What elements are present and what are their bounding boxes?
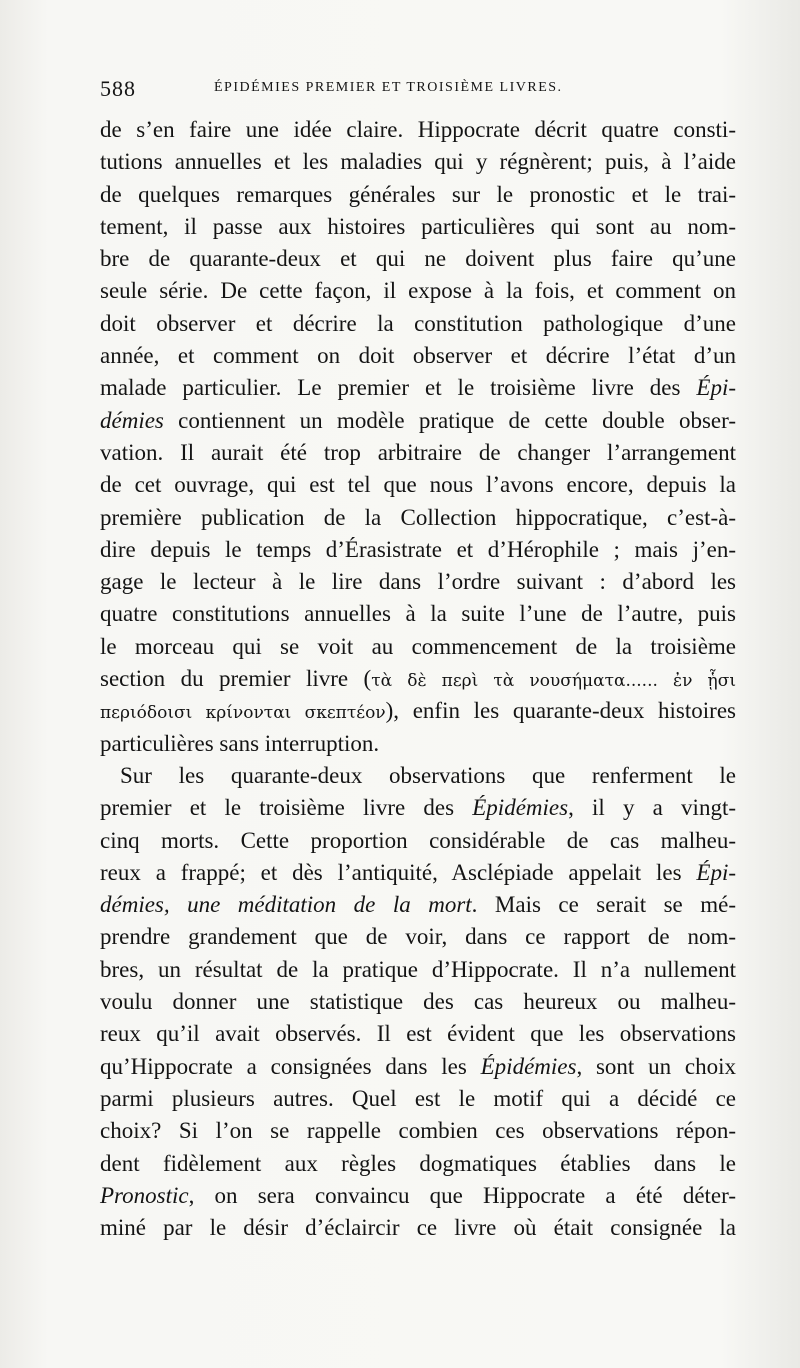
text-line [100, 114, 736, 146]
line-text: doit observer et décrire la constitution pathologique d’une [100, 310, 736, 336]
greek-text: τὰ δὲ περὶ τὰ νουσήματα...... ἐν ᾗσι [371, 671, 736, 692]
line-text: prendre grandement que de voir, dans ce rapport de nom- [100, 924, 736, 950]
text-line [100, 728, 736, 760]
italic-text: Pronostic [100, 1182, 189, 1208]
text-line [100, 889, 736, 921]
line-text: section du premier livre ( [100, 666, 372, 692]
text-line [100, 308, 736, 340]
text-line [100, 469, 736, 501]
line-text: le morceau qui se voit au commencement de la troisième [100, 633, 736, 659]
text-line [100, 1115, 736, 1147]
text-line [100, 792, 736, 824]
line-text: bres, un résultat de la pratique d’Hippocrate. Il n’a nullement [100, 956, 736, 982]
line-text: voulu donner une statistique des cas heureux ou malheu- [100, 989, 736, 1015]
greek-text: περιόδοισι κρίνονται σκεπτέον [100, 703, 386, 724]
text-line [100, 372, 736, 404]
text-line [100, 146, 736, 178]
text-line [100, 663, 736, 695]
text-line [100, 598, 736, 630]
text-line [100, 986, 736, 1018]
line-text: dire depuis le temps d’Érasistrate et d’Hérophile ; mais j’en- [100, 536, 736, 562]
line-text: année, et comment on doit observer et décrire l’état d’un [100, 343, 736, 369]
line-text: , sont un choix [576, 1053, 736, 1079]
line-text: bre de quarante-deux et qui ne doivent plus faire qu’une [100, 246, 736, 272]
line-text: de s’en faire une idée claire. Hippocrate décrit quatre consti- [100, 117, 736, 142]
text-line [100, 921, 736, 953]
text-line [100, 534, 736, 566]
text-line [100, 437, 736, 469]
italic-text: démies, une méditation de la mort [100, 892, 472, 918]
line-text: tement, il passe aux histoires particulières qui sont au nom- [100, 213, 736, 239]
text-line [100, 566, 736, 598]
text-line [100, 695, 736, 727]
line-text: quatre constitutions annuelles à la suite l’une de l’autre, puis [100, 601, 736, 627]
text-line [100, 1212, 736, 1244]
text-line [100, 340, 736, 372]
line-text: de quelques remarques générales sur le pronostic et le trai- [100, 181, 736, 207]
text-line [100, 954, 736, 986]
text-line [100, 857, 736, 889]
line-text: première publication de la Collection hippocratique, c’est-à- [100, 504, 736, 530]
line-text: contiennent un modèle pratique de cette double obser- [163, 407, 736, 433]
text-line [100, 502, 736, 534]
line-text: vation. Il aurait été trop arbitraire de changer l’arrangement [100, 439, 736, 465]
line-text: reux qu’il avait observés. Il est évident que les observations [100, 1021, 736, 1047]
italic-text: Épi- [696, 375, 736, 401]
line-text: , il y a vingt- [568, 795, 736, 821]
body-text [100, 114, 736, 1244]
line-text: miné par le désir d’éclaircir ce livre où était consignée la [100, 1215, 736, 1241]
text-line [100, 1148, 736, 1180]
italic-text: démies [100, 407, 164, 433]
line-text: reux a frappé; et dès l’antiquité, Asclépiade appelait les [100, 859, 697, 885]
line-text: . Mais ce serait se mé- [471, 892, 736, 918]
line-text: ), enfin les quarante-deux histoires [385, 698, 736, 724]
text-line [100, 825, 736, 857]
line-text: parmi plusieurs autres. Quel est le motif qui a décidé ce [100, 1085, 736, 1111]
line-text: gage le lecteur à le lire dans l’ordre suivant : d’abord les [100, 569, 736, 595]
italic-text: Épidémies [480, 1053, 577, 1079]
text-line [100, 179, 736, 211]
italic-text: Épi- [696, 859, 736, 885]
line-text: choix? Si l’on se rappelle combien ces observations répon- [100, 1118, 736, 1144]
line-text: de cet ouvrage, qui est tel que nous l’avons encore, depuis la [100, 472, 736, 498]
line-text: cinq morts. Cette proportion considérable de cas malheu- [100, 827, 736, 853]
text-line [100, 631, 736, 663]
text-line [100, 243, 736, 275]
running-head [100, 76, 740, 104]
text-line [100, 275, 736, 307]
line-text: qu’Hippocrate a consignées dans les [100, 1053, 481, 1079]
text-line [100, 1051, 736, 1083]
line-text: , on sera convaincu que Hippocrate a été déter- [188, 1182, 736, 1208]
line-text: tutions annuelles et les maladies qui y régnèrent; puis, à l’aide [100, 149, 736, 175]
text-line [100, 1083, 736, 1115]
text-line [100, 211, 736, 243]
text-line [100, 760, 736, 792]
text-line [100, 1180, 736, 1212]
running-title: ÉPIDÉMIES PREMIER ET TROISIÈME LIVRES. [214, 80, 563, 95]
line-text: premier et le troisième livre des [100, 795, 473, 821]
text-line [100, 405, 736, 437]
line-text: dent fidèlement aux règles dogmatiques établies dans le [100, 1150, 736, 1176]
italic-text: Épidémies [472, 795, 569, 821]
line-text: seule série. De cette façon, il expose à la fois, et comment on [100, 278, 736, 304]
page-number: 588 [100, 76, 136, 101]
line-text: malade particulier. Le premier et le troisième livre des [100, 375, 697, 401]
line-text: particulières sans interruption. [100, 730, 380, 756]
line-text: Sur les quarante-deux observations que renferment le [120, 762, 736, 788]
text-line [100, 1018, 736, 1050]
